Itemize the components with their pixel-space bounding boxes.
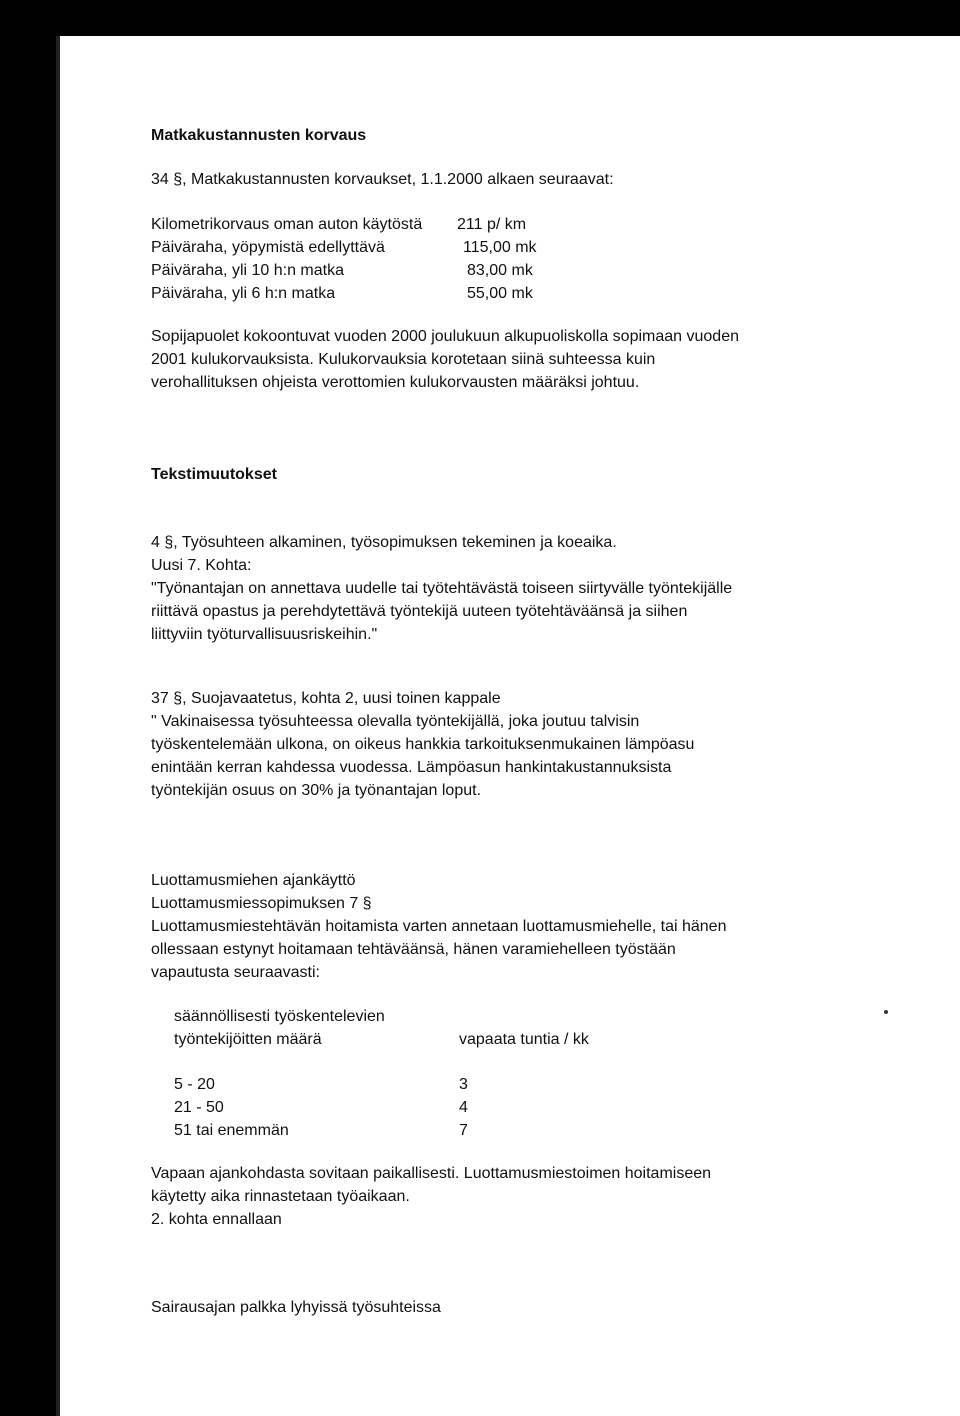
allowance-label: Kilometrikorvaus oman auton käytöstä bbox=[151, 216, 423, 233]
travel-intro: 34 §, Matkakustannusten korvaukset, 1.1.2000 alkaen seuraavat: bbox=[151, 171, 614, 188]
table-cell-workers: 51 tai enemmän bbox=[174, 1122, 289, 1139]
table-cell-hours: 3 bbox=[459, 1076, 468, 1093]
allowance-value: 55,00 mk bbox=[467, 285, 533, 302]
allowance-label: Päiväraha, yöpymistä edellyttävä bbox=[151, 239, 385, 256]
scan-speck bbox=[884, 1010, 888, 1014]
page-edge-shadow bbox=[56, 36, 60, 1416]
free-time-line: käytetty aika rinnastetaan työaikaan. bbox=[151, 1188, 410, 1205]
table-cell-workers: 21 - 50 bbox=[174, 1099, 224, 1116]
section4-line: 4 §, Työsuhteen alkaminen, työsopimuksen tekeminen ja koeaika. bbox=[151, 534, 617, 551]
shop-steward-line: ollessaan estynyt hoitamaan tehtäväänsä, hänen varamiehelleen työstään bbox=[151, 941, 676, 958]
table-cell-hours: 7 bbox=[459, 1122, 468, 1139]
heading-text-changes: Tekstimuutokset bbox=[151, 466, 277, 483]
section4-line: liittyviin työturvallisuusriskeihin." bbox=[151, 626, 378, 643]
agreement-paragraph-line: Sopijapuolet kokoontuvat vuoden 2000 joulukuun alkupuoliskolla sopimaan vuoden bbox=[151, 328, 739, 345]
shop-steward-line: vapautusta seuraavasti: bbox=[151, 964, 320, 981]
section37-line: työntekijän osuus on 30% ja työnantajan loput. bbox=[151, 782, 482, 799]
shop-steward-line: Luottamusmiestehtävän hoitamista varten annetaan luottamusmiehelle, tai hänen bbox=[151, 918, 727, 935]
allowance-label: Päiväraha, yli 10 h:n matka bbox=[151, 262, 344, 279]
table-header-hours: vapaata tuntia / kk bbox=[459, 1031, 589, 1048]
section37-line: 37 §, Suojavaatetus, kohta 2, uusi toinen kappale bbox=[151, 690, 501, 707]
allowance-value: 83,00 mk bbox=[467, 262, 533, 279]
shop-steward-line: Luottamusmiehen ajankäyttö bbox=[151, 872, 356, 889]
section4-line: riittävä opastus ja perehdytettävä työntekijä uuteen työtehtäväänsä ja siihen bbox=[151, 603, 688, 620]
free-time-line: Vapaan ajankohdasta sovitaan paikallisesti. Luottamusmiestoimen hoitamiseen bbox=[151, 1165, 712, 1182]
section37-line: enintään kerran kahdessa vuodessa. Lämpöasun hankintakustannuksista bbox=[151, 759, 672, 776]
allowance-label: Päiväraha, yli 6 h:n matka bbox=[151, 285, 336, 302]
table-cell-hours: 4 bbox=[459, 1099, 468, 1116]
free-time-line: 2. kohta ennallaan bbox=[151, 1211, 282, 1228]
allowance-value: 211 p/ km bbox=[457, 216, 527, 233]
shop-steward-line: Luottamusmiessopimuksen 7 § bbox=[151, 895, 372, 912]
section4-line: Uusi 7. Kohta: bbox=[151, 557, 252, 574]
agreement-paragraph-line: verohallituksen ohjeista verottomien kulukorvausten määräksi johtuu. bbox=[151, 374, 640, 391]
table-header-workers: säännöllisesti työskentelevien bbox=[174, 1008, 385, 1025]
section37-line: " Vakinaisessa työsuhteessa olevalla työntekijällä, joka joutuu talvisin bbox=[151, 713, 640, 730]
agreement-paragraph-line: 2001 kulukorvauksista. Kulukorvauksia korotetaan siinä suhteessa kuin bbox=[151, 351, 656, 368]
section37-line: työskentelemään ulkona, on oikeus hankkia tarkoituksenmukainen lämpöasu bbox=[151, 736, 695, 753]
heading-sick-pay: Sairausajan palkka lyhyissä työsuhteissa bbox=[151, 1299, 441, 1316]
table-cell-workers: 5 - 20 bbox=[174, 1076, 215, 1093]
allowance-value: 115,00 mk bbox=[463, 239, 537, 256]
table-header-workers: työntekijöitten määrä bbox=[174, 1031, 322, 1048]
section4-line: "Työnantajan on annettava uudelle tai työtehtävästä toiseen siirtyvälle työntekijälle bbox=[151, 580, 733, 597]
heading-travel-expenses: Matkakustannusten korvaus bbox=[151, 127, 367, 144]
